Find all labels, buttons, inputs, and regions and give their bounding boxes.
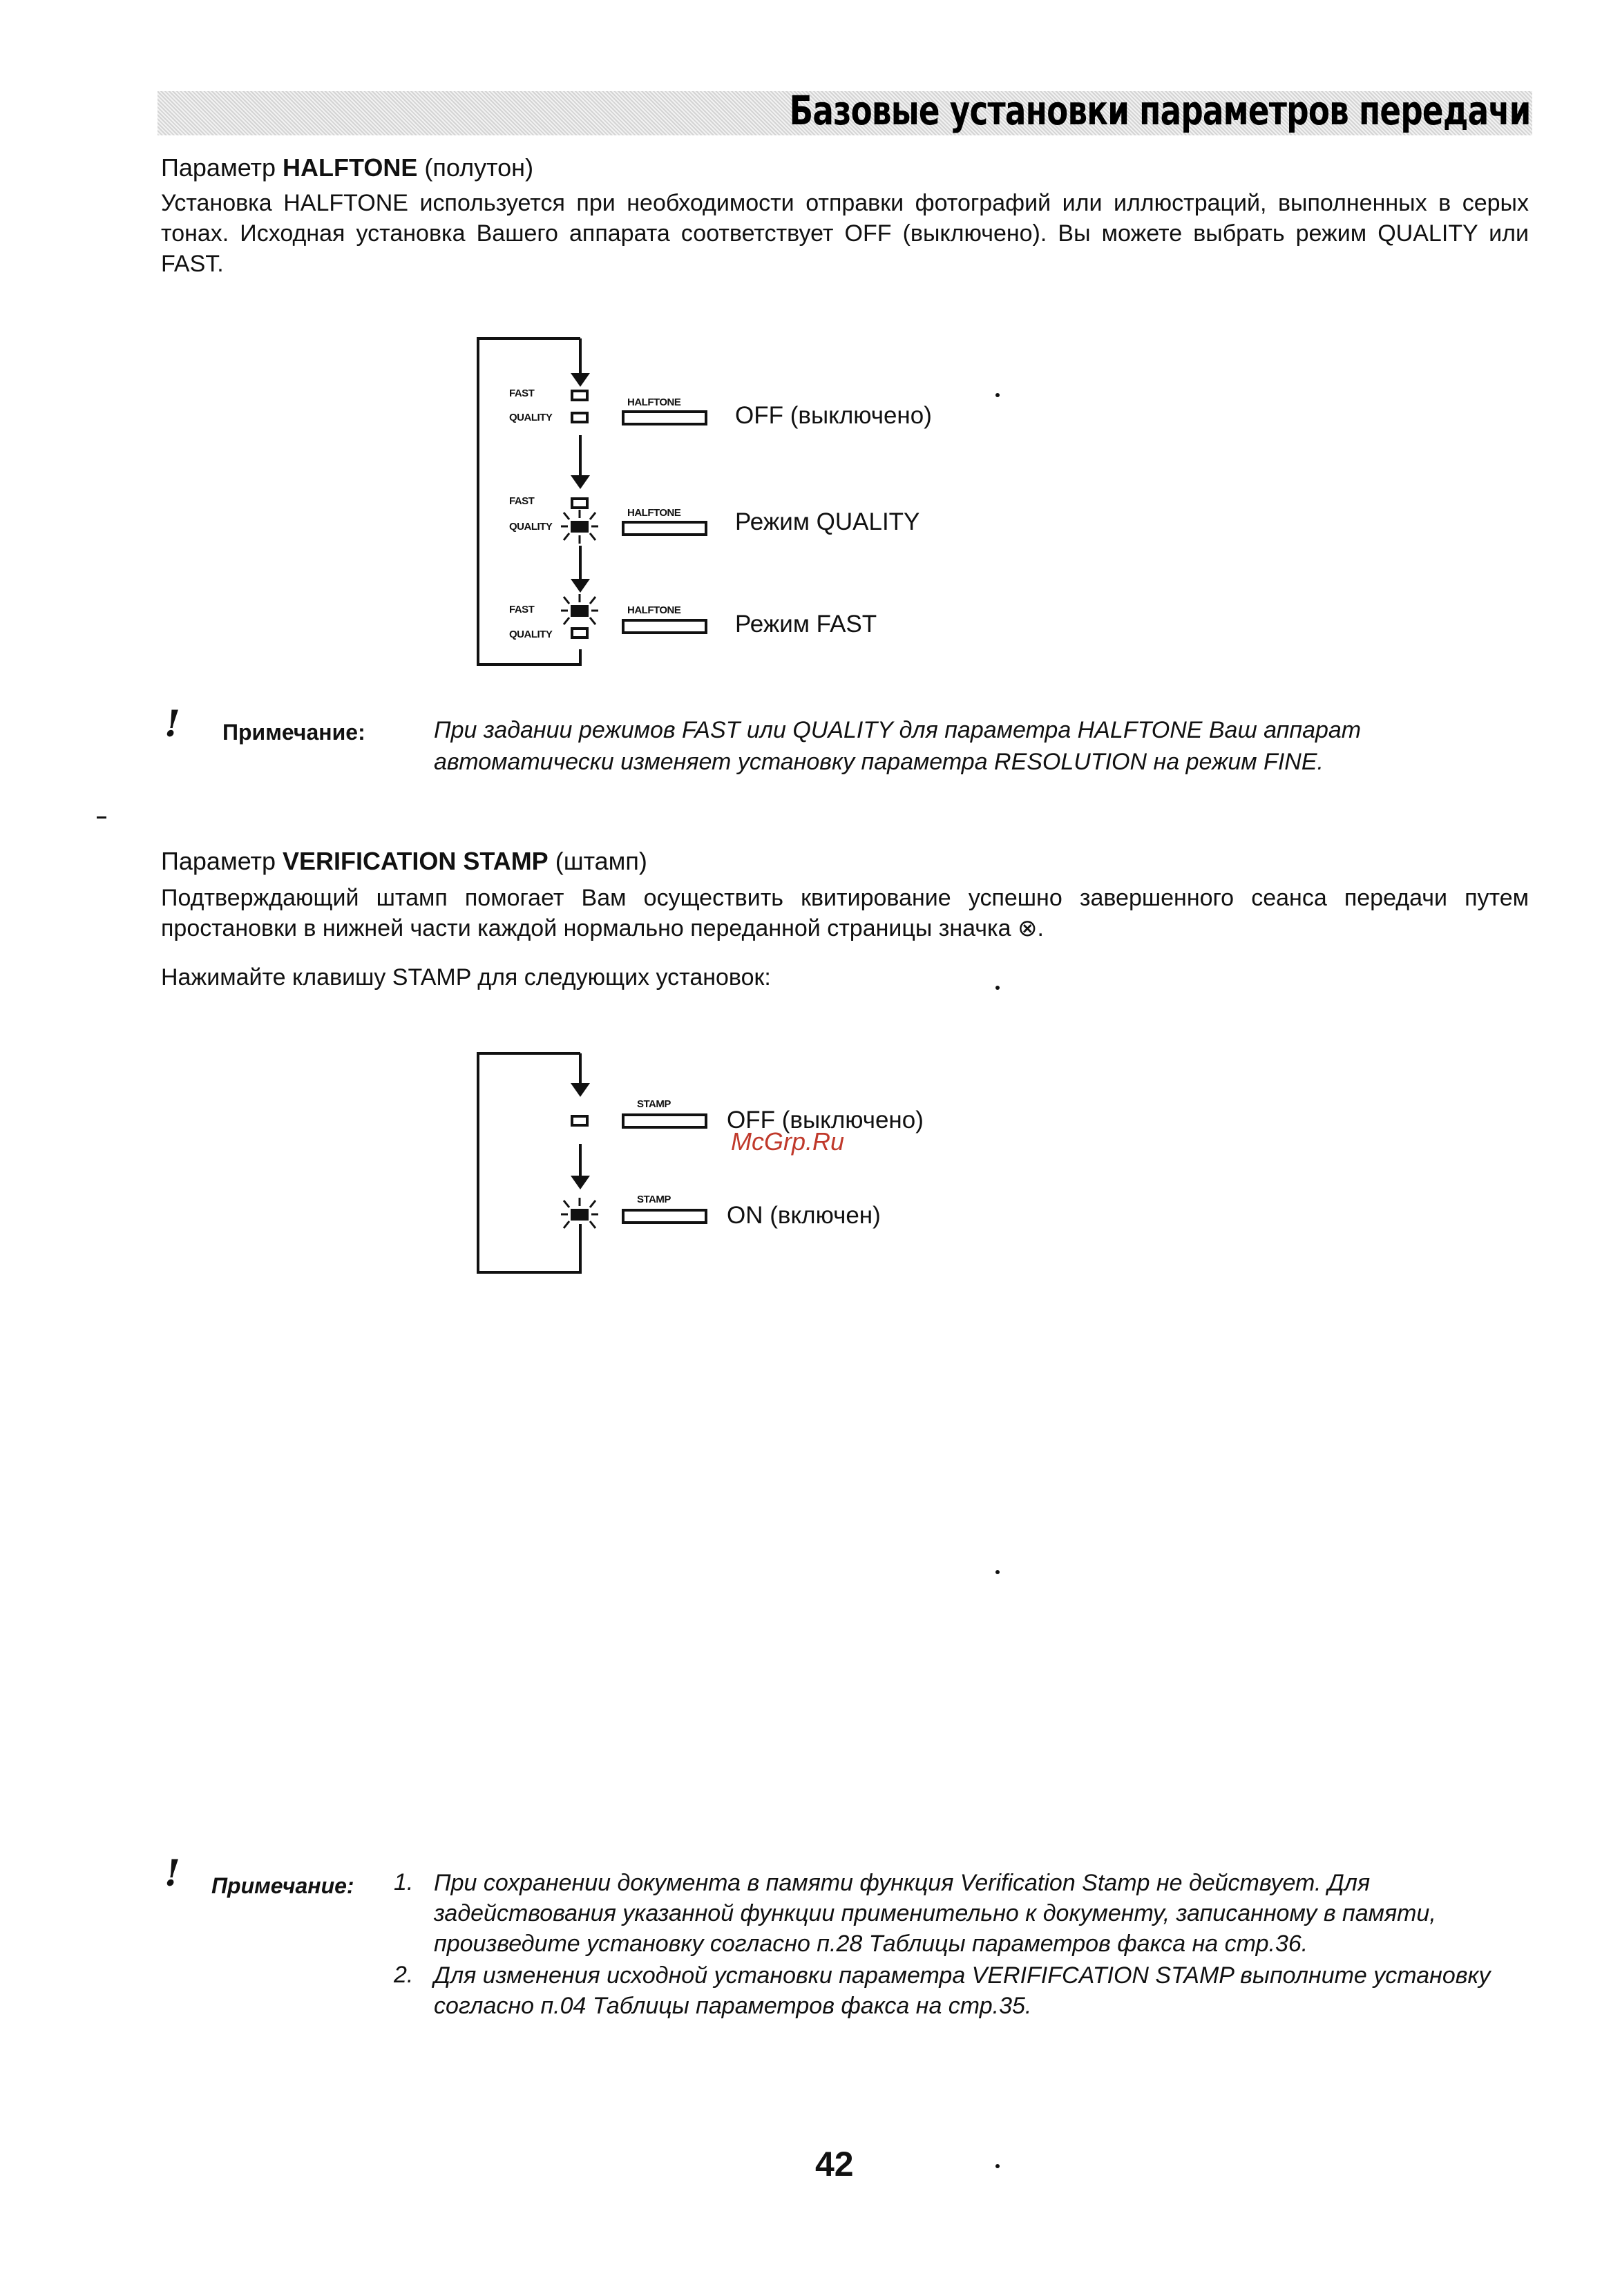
halftone-fast-led-3-lit — [572, 606, 587, 615]
halftone-quality-label-1: QUALITY — [509, 412, 553, 423]
halftone-note-text: При задании режимов FAST или QUALITY для параметра HALFTONE Ваш аппарат автоматически изменяет установку параметра RESOLUTION на режим FINE. — [434, 717, 1362, 775]
stamp-heading-bold: VERIFICATION STAMP — [283, 847, 549, 875]
halftone-fast-led-1 — [572, 391, 587, 400]
stamp-heading — [161, 847, 647, 876]
halftone-key-3 — [623, 620, 706, 633]
bottom-note-num-2: 2. — [394, 1962, 414, 1988]
stamp-diagram — [478, 1053, 706, 1272]
stamp-led-on — [572, 1210, 587, 1219]
halftone-quality-label-2: QUALITY — [509, 521, 553, 533]
bottom-note-label: Примечание: — [211, 1873, 354, 1898]
bottom-note-num-1: 1. — [394, 1869, 414, 1895]
halftone-paragraph: Установка HALFTONE используется при необходимости отправки фотографий или иллюстраций, выполненных в серых тонах. Исходная установка Вашего аппарата соответствует OFF (выключено). Вы можете выбрать режим QUALITY или FAST. — [161, 190, 1529, 277]
halftone-key-1 — [623, 412, 706, 424]
bottom-note-exclamation-icon: ! — [164, 1853, 180, 1895]
stamp-key-1 — [623, 1115, 706, 1127]
halftone-state-fast: Режим FAST — [735, 611, 877, 638]
stamp-led-off — [572, 1116, 587, 1125]
stamp-key-label-1: STAMP — [637, 1098, 671, 1110]
halftone-fast-led-2 — [572, 499, 587, 508]
halftone-quality-led-3 — [572, 629, 587, 638]
halftone-key-label-1: HALFTONE — [627, 396, 681, 408]
halftone-key-label-2: HALFTONE — [627, 507, 681, 519]
halftone-fast-label-3: FAST — [509, 604, 535, 615]
bottom-note-text-1: При сохранении документа в памяти функция Verification Stamp не действует. Для задействования указанной функции применительно к документу, записанному в памяти, произведите установку согласно п.28 Таблицы параметров факса на стр.36. — [434, 1870, 1436, 1957]
page-header-title: Базовые установки параметров передачи — [790, 87, 1531, 134]
stamp-key-label-2: STAMP — [637, 1194, 671, 1205]
halftone-key-2 — [623, 522, 706, 535]
halftone-fast-label-2: FAST — [509, 495, 535, 507]
halftone-key-label-3: HALFTONE — [627, 604, 681, 616]
stamp-state-on: ON (включен) — [727, 1202, 881, 1229]
halftone-quality-led-1 — [572, 413, 587, 422]
halftone-state-quality: Режим QUALITY — [735, 508, 920, 535]
watermark: McGrp.Ru — [731, 1127, 845, 1156]
halftone-fast-label-1: FAST — [509, 388, 535, 399]
halftone-state-off: OFF (выключено) — [735, 402, 932, 429]
stamp-loop-line — [478, 1053, 580, 1272]
bottom-note-text-2: Для изменения исходной установки параметра VERIFIFCATION STAMP выполните установку согласно п.04 Таблицы параметров факса на стр.35. — [434, 1962, 1491, 2019]
halftone-heading-prefix: Параметр — [161, 153, 283, 182]
halftone-heading-bold: HALFTONE — [283, 153, 418, 182]
halftone-quality-led-2-lit — [572, 522, 587, 531]
page-number: 42 — [815, 2145, 854, 2183]
stamp-heading-suffix: (штамп) — [548, 847, 647, 875]
halftone-note-label: Примечание: — [222, 720, 365, 745]
halftone-quality-label-3: QUALITY — [509, 629, 553, 640]
note-exclamation-icon: ! — [164, 703, 180, 745]
stamp-paragraph: Подтверждающий штамп помогает Вам осуществить квитирование успешно завершенного сеанса передачи путем простановки в нижней части каждой нормально переданной страницы значка ⊗. — [161, 885, 1529, 941]
stamp-instruction: Нажимайте клавишу STAMP для следующих установок: — [161, 964, 771, 991]
stamp-key-2 — [623, 1210, 706, 1223]
stamp-heading-prefix: Параметр — [161, 847, 283, 875]
stamp-state-off: OFF (выключено) — [727, 1107, 924, 1133]
halftone-heading-suffix: (полутон) — [417, 153, 534, 182]
